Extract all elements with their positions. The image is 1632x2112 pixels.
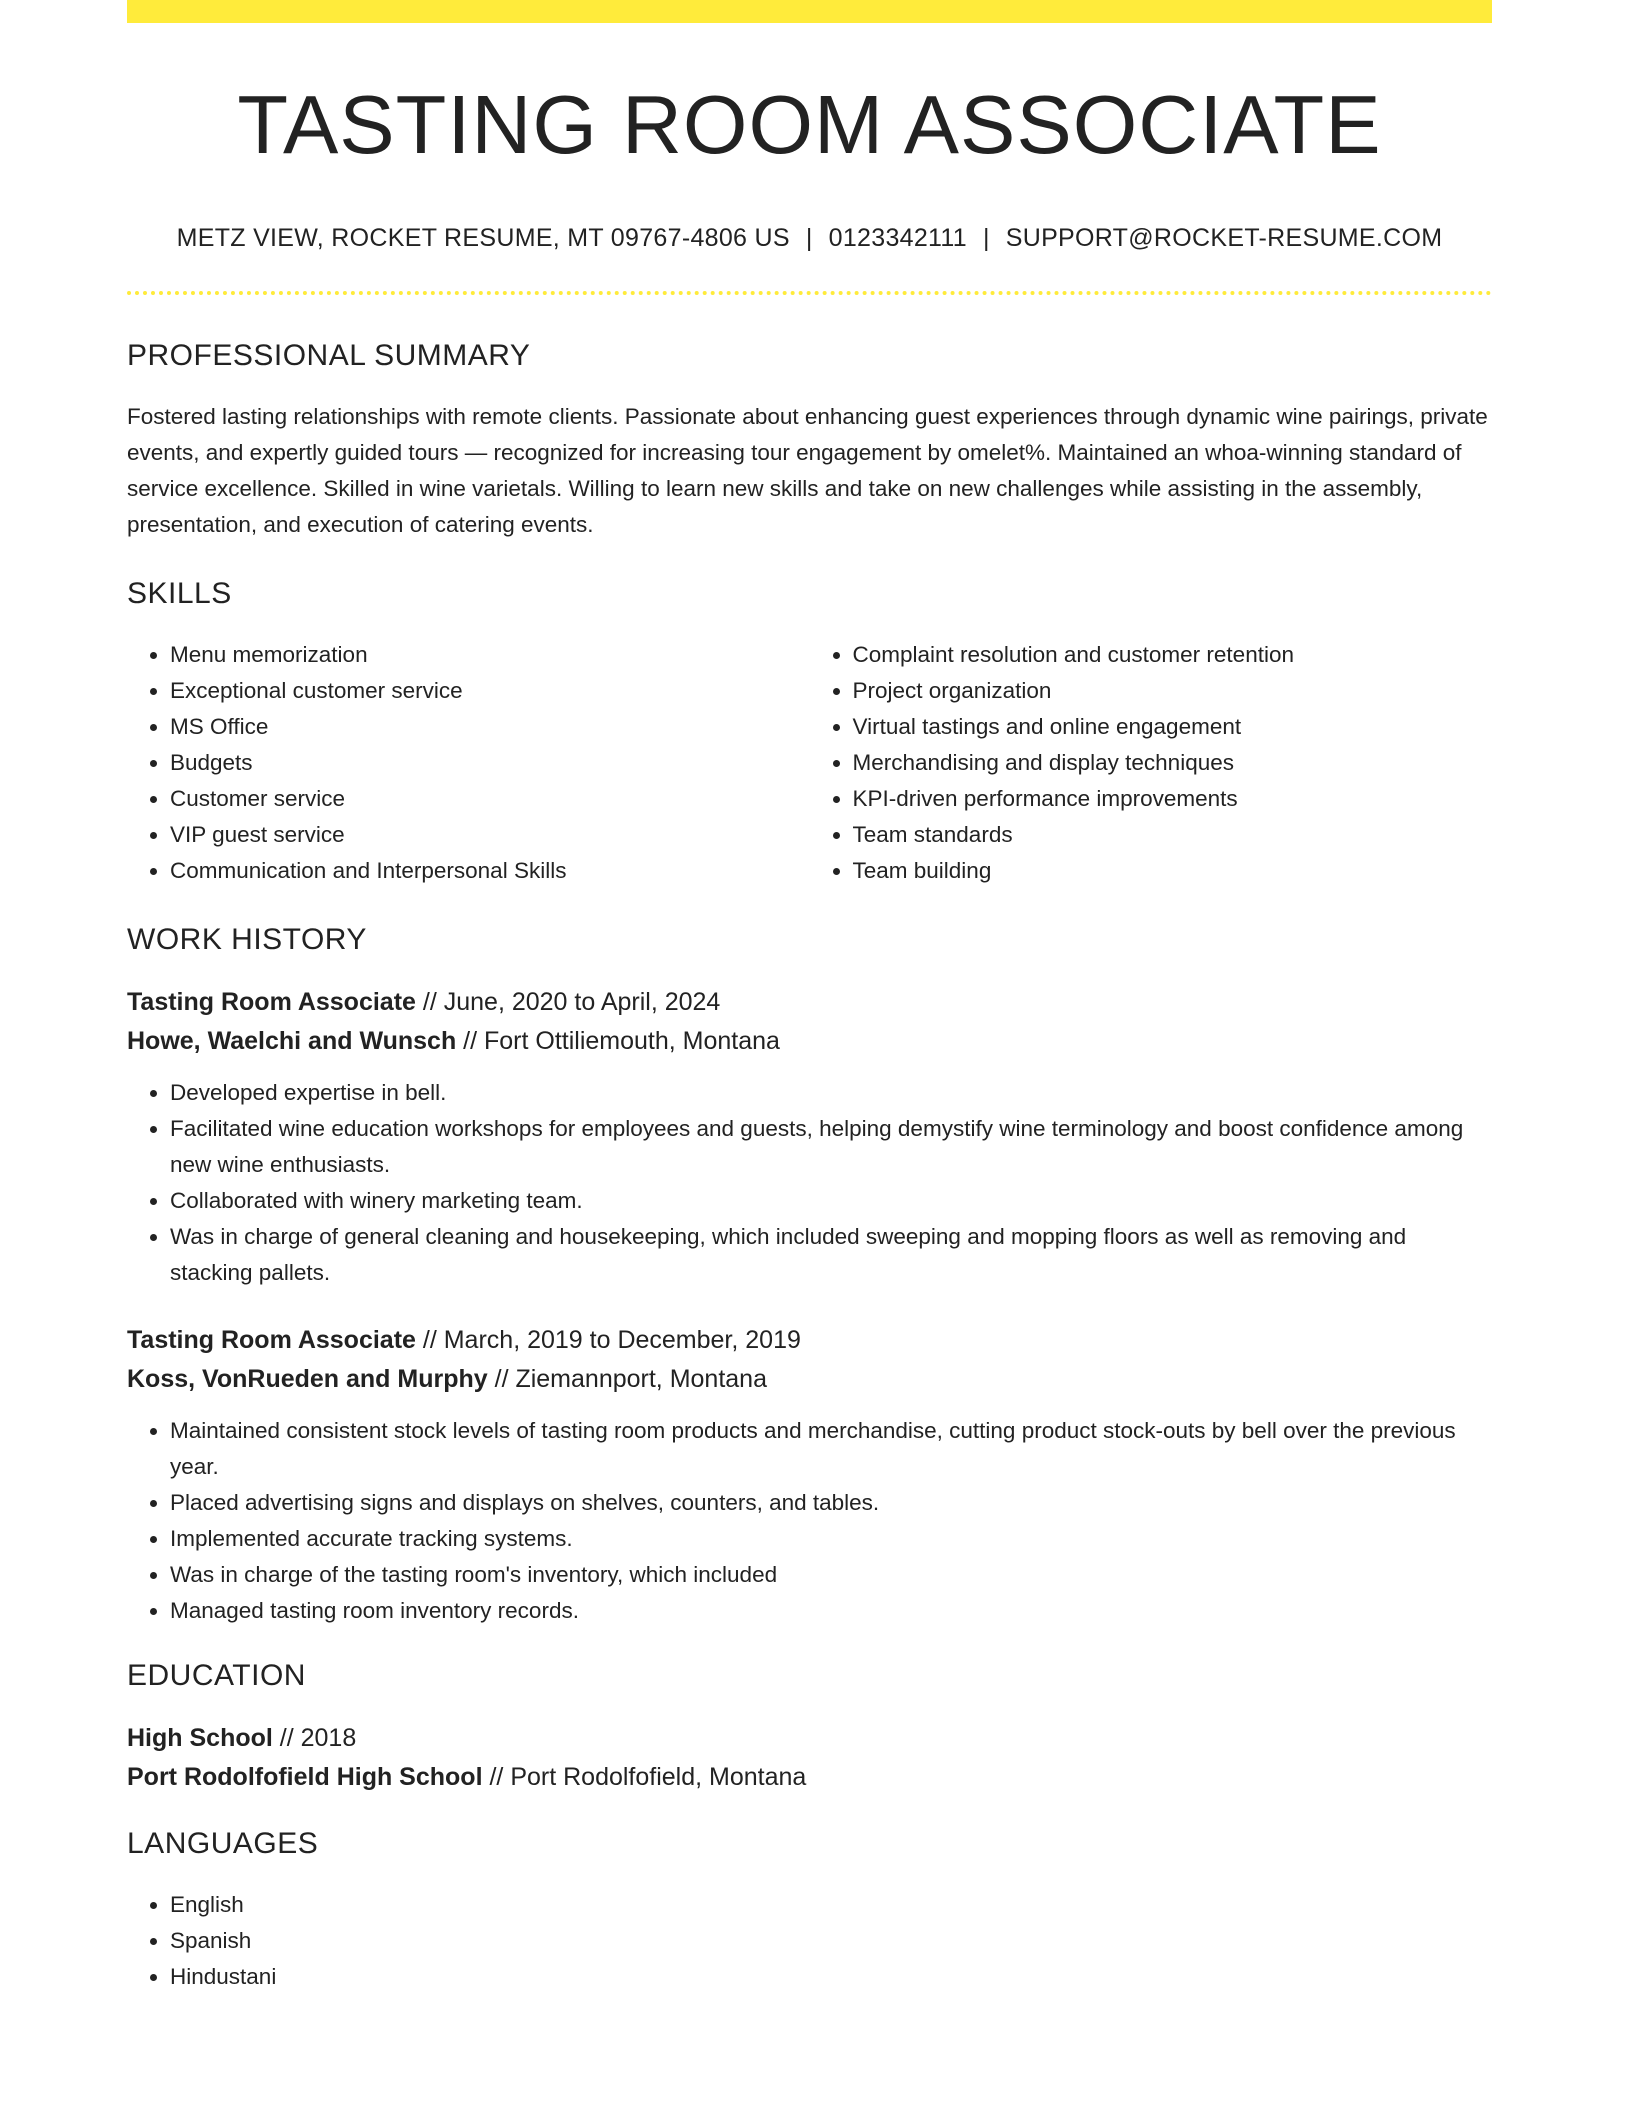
skill-item: • Project organization — [853, 673, 1493, 709]
job-bullet: • Was in charge of the tasting room's inventory, which included — [170, 1557, 1492, 1593]
job-dates: // June, 2020 to April, 2024 — [415, 988, 721, 1016]
education-school-line — [127, 1758, 1492, 1797]
skill-item: • MS Office — [170, 709, 810, 745]
section-title-summary: PROFESSIONAL SUMMARY — [127, 339, 531, 372]
job-bullet: • Maintained consistent stock levels of tasting room products and merchandise, cutting product stock-outs by bell over the previous year. — [170, 1413, 1492, 1485]
job-bullet: • Implemented accurate tracking systems. — [170, 1521, 1492, 1557]
contact-separator: | — [982, 224, 990, 252]
dotted-divider — [127, 291, 1492, 295]
accent-top-bar — [127, 0, 1492, 23]
contact-email: SUPPORT@ROCKET-RESUME.COM — [1005, 224, 1443, 252]
job-bullet: • Managed tasting room inventory records. — [170, 1593, 1492, 1629]
language-item: • Spanish — [170, 1923, 1492, 1959]
job-role: Tasting Room Associate — [127, 988, 416, 1016]
job-role: Tasting Room Associate — [127, 1326, 416, 1354]
contact-separator: | — [805, 224, 813, 252]
job-company: Howe, Waelchi and Wunsch — [127, 1027, 457, 1055]
job-bullet: • Developed expertise in bell. — [170, 1075, 1492, 1111]
job-company: Koss, VonRueden and Murphy — [127, 1365, 488, 1393]
skills-grid — [127, 637, 1492, 889]
job-role-line — [127, 1321, 1492, 1360]
education-location: // Port Rodolfofield, Montana — [482, 1763, 807, 1791]
section-title-languages: LANGUAGES — [127, 1827, 319, 1860]
job-bullet: • Collaborated with winery marketing team. — [170, 1183, 1492, 1219]
job-dates: // March, 2019 to December, 2019 — [415, 1326, 801, 1354]
job-bullet: • Placed advertising signs and displays on shelves, counters, and tables. — [170, 1485, 1492, 1521]
skill-item: • Menu memorization — [170, 637, 810, 673]
languages-list — [127, 1887, 1492, 1995]
contact-phone: 0123342111 — [828, 224, 967, 252]
job-role-line — [127, 983, 1492, 1022]
resume-content — [127, 0, 1492, 1995]
job-bullets — [127, 1075, 1492, 1291]
section-title-skills: SKILLS — [127, 577, 232, 610]
summary-text: Fostered lasting relationships with remote clients. Passionate about enhancing guest experiences through dynamic wine pairings, private events, and expertly guided tours — recognized for increasing tour engagement by omelet%. Maintained an whoa-winning standard of service excellence. Skilled in wine varietals. Willing to learn new skills and take on new challenges while assisting in the assembly, presentation, and execution of catering events. — [127, 404, 1488, 537]
skill-item: • Merchandising and display techniques — [853, 745, 1493, 781]
contact-address: METZ VIEW, ROCKET RESUME, MT 09767-4806 US — [176, 224, 790, 252]
job-location: // Fort Ottiliemouth, Montana — [456, 1027, 780, 1055]
education-degree: High School — [127, 1724, 273, 1752]
skill-item: • Team building — [853, 853, 1493, 889]
skill-item: • Exceptional customer service — [170, 673, 810, 709]
skill-item: • Budgets — [170, 745, 810, 781]
education-year: // 2018 — [272, 1724, 357, 1752]
skills-column-left — [127, 637, 810, 889]
education-degree-line — [127, 1719, 1492, 1758]
skill-item: • Virtual tastings and online engagement — [853, 709, 1493, 745]
job-header — [127, 983, 1492, 1061]
job-company-line — [127, 1360, 1492, 1399]
contact-line — [127, 224, 1492, 253]
job-bullet: • Was in charge of general cleaning and housekeeping, which included sweeping and mopping floors as well as removing and stacking pallets. — [170, 1219, 1492, 1291]
skill-item: • Complaint resolution and customer retention — [853, 637, 1493, 673]
section-title-work-history: WORK HISTORY — [127, 923, 367, 956]
skill-item: • Team standards — [853, 817, 1493, 853]
skill-item: • Customer service — [170, 781, 810, 817]
job-header — [127, 1321, 1492, 1399]
language-item: • Hindustani — [170, 1959, 1492, 1995]
education-school: Port Rodolfofield High School — [127, 1763, 483, 1791]
skills-column-right — [810, 637, 1493, 889]
language-item: • English — [170, 1887, 1492, 1923]
job-bullets — [127, 1413, 1492, 1629]
skill-item: • KPI-driven performance improvements — [853, 781, 1493, 817]
resume-name: TASTING ROOM ASSOCIATE — [237, 78, 1382, 171]
job-location: // Ziemannport, Montana — [487, 1365, 767, 1393]
job-bullet: • Facilitated wine education workshops for employees and guests, helping demystify wine terminology and boost confidence among new wine enthusiasts. — [170, 1111, 1492, 1183]
education-entry — [127, 1719, 1492, 1797]
skill-item: • VIP guest service — [170, 817, 810, 853]
section-title-education: EDUCATION — [127, 1659, 306, 1692]
skill-item: • Communication and Interpersonal Skills — [170, 853, 810, 889]
job-company-line — [127, 1022, 1492, 1061]
